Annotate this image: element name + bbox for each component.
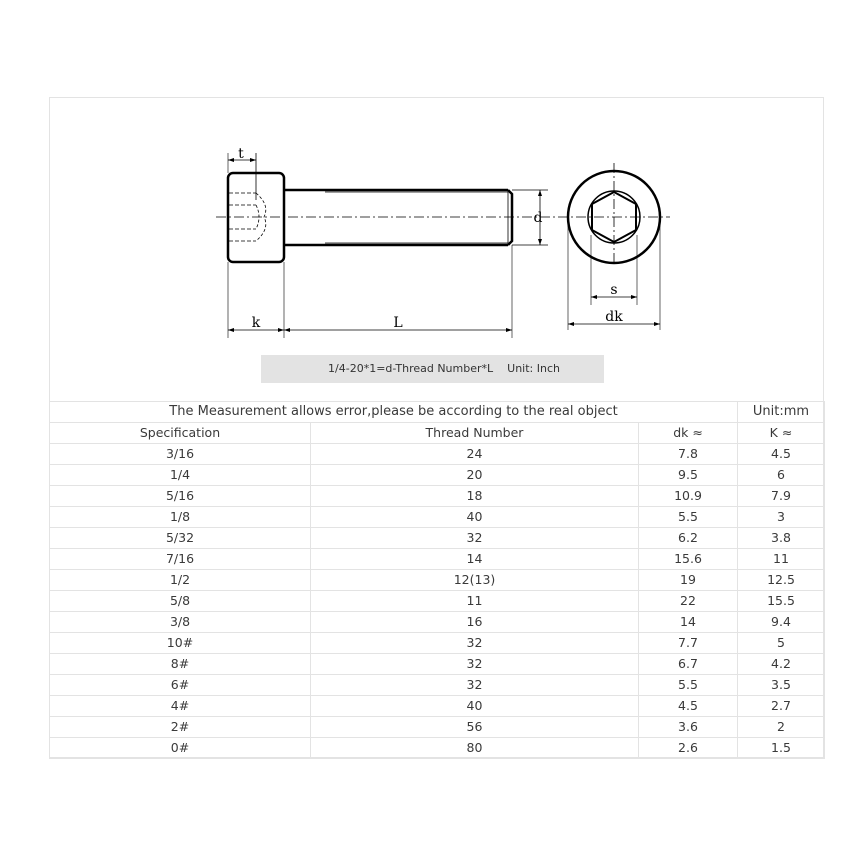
cell-k: 2 [738,717,825,738]
cell-thread-number: 20 [311,465,639,486]
cell-k: 11 [738,549,825,570]
header-specification: Specification [50,423,311,444]
label-t: t [238,146,244,162]
cell-dk: 3.6 [639,717,738,738]
cell-k: 4.2 [738,654,825,675]
cell-thread-number: 16 [311,612,639,633]
table-row [50,633,825,654]
spec-table [49,401,825,759]
label-k: k [251,315,261,331]
socket-head-cap-screw-diagram [0,0,860,400]
cell-thread-number: 32 [311,528,639,549]
cell-dk: 6.7 [639,654,738,675]
label-dk: dk [605,309,623,325]
cell-thread-number: 32 [311,675,639,696]
cell-dk: 19 [639,570,738,591]
table-row [50,696,825,717]
cell-specification: 1/4 [50,465,311,486]
table-row [50,486,825,507]
cell-k: 3 [738,507,825,528]
caption-unit: Unit: Inch [507,362,560,375]
cell-k: 9.4 [738,612,825,633]
table-row [50,570,825,591]
screw-side-view [216,153,556,338]
cell-dk: 7.7 [639,633,738,654]
table-row [50,612,825,633]
cell-thread-number: 56 [311,717,639,738]
cell-dk: 10.9 [639,486,738,507]
cell-k: 7.9 [738,486,825,507]
header-thread-number: Thread Number [311,423,639,444]
cell-thread-number: 24 [311,444,639,465]
thread-notation-caption [261,355,604,383]
table-row [50,591,825,612]
cell-dk: 2.6 [639,738,738,759]
cell-k: 12.5 [738,570,825,591]
cell-dk: 22 [639,591,738,612]
table-row [50,465,825,486]
cell-dk: 5.5 [639,675,738,696]
table-row [50,549,825,570]
cell-thread-number: 18 [311,486,639,507]
cell-specification: 2# [50,717,311,738]
cell-k: 3.8 [738,528,825,549]
cell-dk: 15.6 [639,549,738,570]
cell-thread-number: 14 [311,549,639,570]
cell-dk: 14 [639,612,738,633]
table-row [50,654,825,675]
cell-dk: 9.5 [639,465,738,486]
cell-thread-number: 32 [311,633,639,654]
cell-k: 2.7 [738,696,825,717]
cell-thread-number: 40 [311,696,639,717]
cell-specification: 1/8 [50,507,311,528]
table-header-row [50,423,825,444]
cell-specification: 4# [50,696,311,717]
cell-specification: 5/16 [50,486,311,507]
cell-specification: 5/8 [50,591,311,612]
cell-dk: 5.5 [639,507,738,528]
table-row [50,444,825,465]
cell-specification: 8# [50,654,311,675]
cell-specification: 6# [50,675,311,696]
cell-dk: 7.8 [639,444,738,465]
cell-specification: 3/8 [50,612,311,633]
cell-dk: 6.2 [639,528,738,549]
cell-k: 4.5 [738,444,825,465]
label-s: s [610,282,618,298]
cell-specification: 10# [50,633,311,654]
cell-k: 1.5 [738,738,825,759]
caption-formula: 1/4-20*1=d-Thread Number*L [328,362,494,375]
table-row [50,675,825,696]
cell-thread-number: 11 [311,591,639,612]
unit-label: Unit:mm [738,402,825,423]
cell-k: 6 [738,465,825,486]
screw-end-view [558,163,670,330]
measurement-note: The Measurement allows error,please be according to the real object [50,402,738,423]
table-row [50,528,825,549]
cell-thread-number: 12(13) [311,570,639,591]
cell-thread-number: 40 [311,507,639,528]
table-row [50,738,825,759]
cell-specification: 5/32 [50,528,311,549]
label-L: L [393,315,403,331]
cell-k: 3.5 [738,675,825,696]
table-note-row [50,402,825,423]
cell-thread-number: 32 [311,654,639,675]
header-dk: dk ≈ [639,423,738,444]
header-k: K ≈ [738,423,825,444]
cell-k: 5 [738,633,825,654]
cell-k: 15.5 [738,591,825,612]
cell-specification: 3/16 [50,444,311,465]
cell-specification: 0# [50,738,311,759]
cell-specification: 7/16 [50,549,311,570]
cell-specification: 1/2 [50,570,311,591]
cell-thread-number: 80 [311,738,639,759]
label-d: d [533,210,543,226]
cell-dk: 4.5 [639,696,738,717]
table-row [50,717,825,738]
table-row [50,507,825,528]
